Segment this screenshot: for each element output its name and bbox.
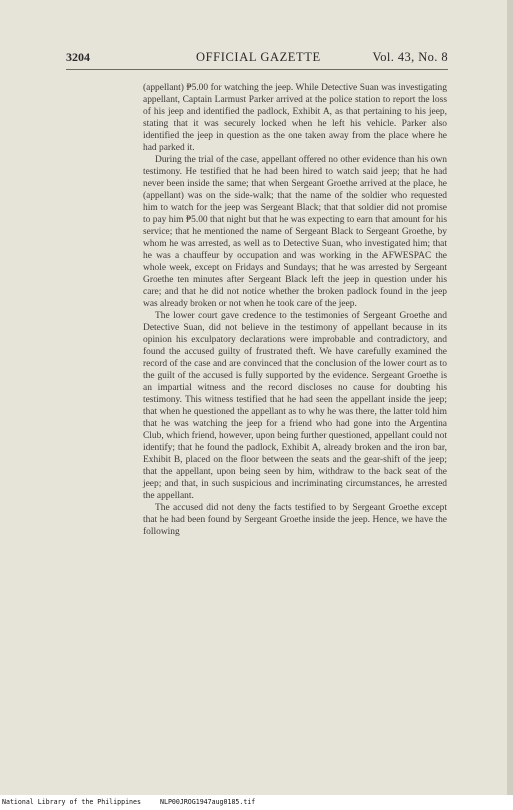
paragraph: The lower court gave credence to the testimonies of Sergeant Groethe and Detective Suan, did not believe in the testimony of appellant because in its opinion his exculpatory declarations were improbable and contradictory, and found the accused guilty of frustrated theft. We have carefully examined the record of the case and are convinced that the conclusion of the lower court as to the guilt of the accused is fully supported by the evidence. Sergeant Groethe is an impartial witness and the record discloses no cause for doubting his testimony. This witness testified that he had seen the appellant inside the jeep; that when he questioned the appellant as to why he was there, the latter told him that he was watching the jeep for a friend who had gone into the Argentina Club, which friend, however, upon being further questioned, appellant could not identify; that he found the padlock, Exhibit A, already broken and the iron bar, Exhibit B, placed on the floor between the seats and the gear-shift of the jeep; that the appellant, upon being seen by him, withdraw to the back seat of the jeep; and that, in such suspicious and incriminating circumstances, he arrested the appellant. xyxy=(143,311,447,501)
body-text xyxy=(143,82,447,538)
scan-filename: NLP00JROG1947aug0185.tif xyxy=(160,798,256,806)
scan-footer xyxy=(0,795,513,810)
library-credit: National Library of the Philippines xyxy=(2,798,141,806)
paragraph: The accused did not deny the facts testified to by Sergeant Groethe except that he had been found by Sergeant Groethe inside the jeep. Hence, we have the following xyxy=(143,503,447,537)
page-number: 3204 xyxy=(66,50,90,64)
header-rule xyxy=(66,69,448,70)
paragraph: (appellant) ₱5.00 for watching the jeep. While Detective Suan was investigating appellant, Captain Larmust Parker arrived at the police station to report the loss of his jeep and identified the padlock, Exhibit A, as that pertaining to his jeep, stating that it was securely locked when he left his vehicle. Parker also identified the jeep in question as the one taken away from the place where he had parked it. xyxy=(143,83,447,153)
volume-number: Vol. 43, No. 8 xyxy=(372,50,448,64)
paragraph: During the trial of the case, appellant offered no other evidence than his own testimony. He testified that he had been hired to watch said jeep; that he had never been inside the same; that when Sergeant Groethe arrived at the place, he (appellant) was on the side-walk; that the name of the soldier who requested him to watch for the jeep was Sergeant Black; that that soldier did not promise to pay him ₱5.00 that night but that he was expecting to earn that amount for his service; that he mentioned the name of Sergeant Black to Sergeant Groethe, by whom he was arrested, as well as to Detective Suan, who investigated him; that he was a chauffeur by occupation and was working in the AFWESPAC the whole week, except on Fridays and Sundays; that he was arrested by Sergeant Groethe ten minutes after Sergeant Black left the jeep in question under his care; and that he did not notice whether the broken padlock found in the jeep was already broken or not when he took care of the jeep. xyxy=(143,155,447,309)
publication-title: OFFICIAL GAZETTE xyxy=(196,50,321,64)
running-header xyxy=(66,50,448,68)
